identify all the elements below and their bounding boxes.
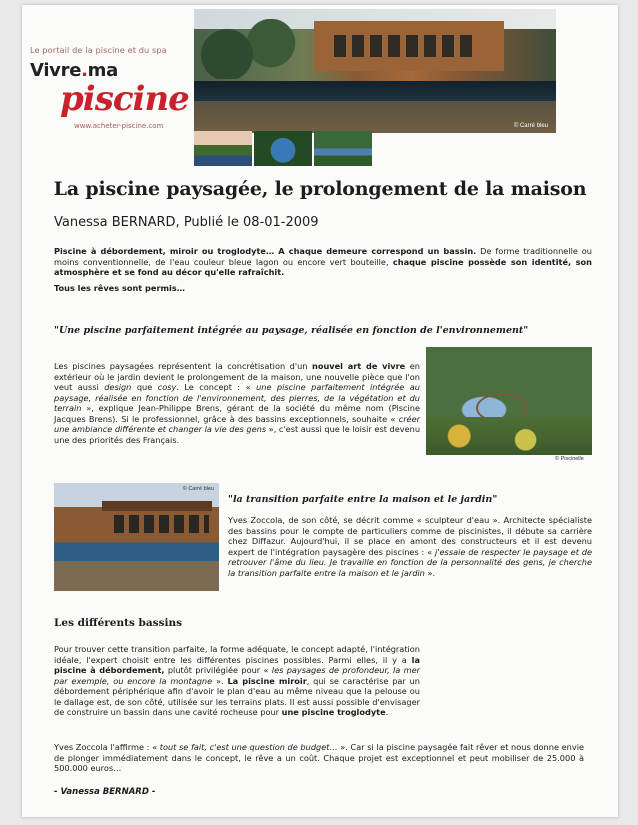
house-windows: [114, 515, 209, 533]
site-url[interactable]: www.acheter-piscine.com: [74, 122, 164, 130]
paragraph-zoccola: Yves Zoccola, de son côté, se décrit comme « sculpteur d'eau ». Architecte spécialiste des bassins pour le compte de particuliers comme de piscinistes, il débute sa carrière chez Diffazur. Aujourd'hui, il se place en amont des constructeurs et il est devenu expert de l'intégration paysagère des piscines : « j'essaie de respecter le paysage et de retrouver l'âme du lieu. Je travaille en fonction de la personnalité des gens, je cherche la transition parfaite entre la maison et le jardin ».: [228, 515, 592, 578]
photo-credit-carre-bleu: © Carré bleu: [182, 486, 214, 492]
section-heading-bassins: Les différents bassins: [54, 617, 183, 629]
dreams-line: Tous les rêves sont permis…: [54, 283, 185, 293]
logo-dot: .: [81, 60, 88, 81]
paragraph-budget: Yves Zoccola l'affirme : « tout se fait, c'est une question de budget… ». Car si la piscine paysagée fait rêver et nous donne envie de plonger immédiatement dans le concept, le rêve a un coût. Chaque projet est exceptionnel et peut mobiliser de 25.000 à 500.000 euros…: [54, 742, 585, 773]
hero-photo: [194, 9, 556, 133]
author-signature: - Vanessa BERNARD -: [54, 787, 156, 797]
thumbnail-photo-3: [314, 131, 372, 166]
house-pool-photo: [54, 483, 219, 591]
logo-script-piscine[interactable]: piscine: [60, 79, 189, 119]
article-page: [22, 5, 618, 817]
logo-word-ma: ma: [87, 60, 118, 81]
photo-credit-piscinelle: © Piscinelle: [555, 456, 584, 462]
paragraph-bassins: Pour trouver cette transition parfaite, la forme adéquate, le concept adapté, l'intégration idéale, l'expert choisit entre les différentes piscines possibles. Parmi elles, il y a la piscine à débordement, plutôt privilégiée pour « les paysages de profondeur, la mer par exemple, ou encore la montagne ». La piscine miroir, qui se caractérise par un débordement périphérique afin d'avoir le plan d'eau au même niveau que la pelouse ou le dallage est, de son côté, utilisée sur les terrains plats. Il est aussi possible d'envisager de construire un bassin dans une cavité rocheuse pour une piscine troglodyte.: [54, 644, 420, 717]
thumbnail-photo-1: [194, 131, 252, 166]
hero-house: [314, 21, 504, 71]
logo-text[interactable]: [30, 60, 118, 81]
hero-trees: [194, 19, 304, 79]
flower-bed: [426, 417, 592, 455]
house-roof: [102, 501, 212, 511]
pool-garden-photo: [426, 347, 592, 455]
article-byline: Vanessa BERNARD, Publié le 08-01-2009: [54, 215, 319, 230]
pullquote-transition: "la transition parfaite entre la maison et le jardin": [228, 494, 498, 505]
article-title: La piscine paysagée, le prolongement de la maison: [53, 178, 587, 200]
intro-paragraph: Piscine à débordement, miroir ou troglodyte… A chaque demeure correspond un bassin. De forme traditionnelle ou moins conventionnelle, de l'eau couleur bleue lagon ou encore vert bouteille, chaque piscine possède son identité, son atmosphère et se fond au décor qu'elle rafraîchit.: [54, 246, 593, 277]
hero-credit: © Carré bleu: [513, 123, 548, 129]
site-tagline: Le portail de la piscine et du spa: [30, 45, 167, 55]
pullquote-integration: "Une piscine parfaitement intégrée au paysage, réalisée en fonction de l'environnement": [54, 325, 529, 336]
thumbnail-photo-2: [254, 131, 312, 166]
paragraph-art-de-vivre: Les piscines paysagées représentent la concrétisation d'un nouvel art de vivre en extérieur où le jardin devient le prolongement de la maison, une nouvelle pièce que l'on veut aussi design que cosy. Le concept : « une piscine parfaitement intégrée au paysage, réalisée en fonction de l'environnement, des pierres, de la végétation et du terrain », explique Jean-Philippe Brens, gérant de la société du même nom (Piscine Jacques Brens). Si le professionnel, grâce à des bassins exceptionnels, souhaite « créer une ambiance différente et changer la vie des gens », c'est aussi que le loisir est devenu une des priorités des Français.: [54, 361, 421, 445]
logo-word-vivre: Vivre: [30, 60, 82, 81]
